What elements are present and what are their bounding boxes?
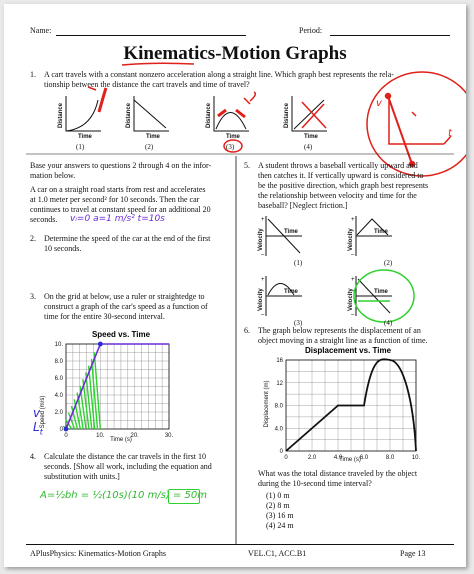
q1-text-line1: A cart travels with a constant nonzero acceleration along a straight line. Which graph best represents the rela-: [44, 70, 394, 79]
q3-number: 3.: [30, 292, 36, 301]
q1-g4-ylabel: Distance: [284, 102, 290, 128]
svg-text:–: –: [261, 312, 265, 318]
q6-choice-2[interactable]: (2) 8 m: [266, 501, 290, 510]
speed-chart-title: Speed vs. Time: [91, 330, 151, 339]
q1-option-2-label[interactable]: (2): [145, 143, 154, 151]
q1-g1-ylabel: Distance: [58, 102, 64, 128]
q2-text-line1: Determine the speed of the car at the end of the first: [44, 234, 211, 243]
disp-chart-ylabel: Displacement (m): [264, 380, 270, 428]
footer-page: Page 13: [400, 549, 426, 558]
speed-ytick: 2.0: [54, 410, 63, 416]
disp-xtick: 0: [284, 455, 288, 461]
q4-text-line3: substitution with units.]: [44, 472, 120, 481]
q5-g1-xlabel: Time: [284, 229, 298, 235]
q6-number: 6.: [244, 326, 250, 335]
svg-text:+: +: [351, 217, 355, 223]
intro-para-line3: continues to travel at constant speed for an additional 20: [30, 205, 211, 214]
svg-text:+: +: [351, 277, 355, 283]
disp-chart-title: Displacement vs. Time: [304, 346, 392, 355]
intro-handwritten-givens: vᵢ=0 a=1 m/s² t=10s: [70, 214, 165, 224]
q5-option-1-label[interactable]: (1): [294, 259, 303, 267]
svg-text:–: –: [351, 252, 355, 258]
margin-t-label: t: [448, 128, 452, 139]
q2-text-line2: 10 seconds.: [44, 244, 82, 253]
speed-ytick: 0: [59, 427, 63, 433]
q5-g2-ylabel: Velocity: [348, 228, 354, 251]
disp-ytick: 0: [279, 449, 283, 455]
period-label: Period:: [299, 26, 323, 35]
q5-g1-ylabel: Velocity: [258, 228, 264, 251]
q5-text-line3: be the positive direction, which graph best represents: [258, 181, 429, 190]
q2-number: 2.: [30, 234, 36, 243]
q5-text-line5: baseball? [Neglect friction.]: [258, 201, 348, 210]
q6-question-line2: during the 10-second time interval?: [258, 479, 372, 488]
svg-text:–: –: [351, 312, 355, 318]
q5-option-2-label[interactable]: (2): [384, 259, 393, 267]
footer-left: APlusPhysics: Kinematics-Motion Graphs: [30, 549, 166, 558]
footer-standards: VEL.C1, ACC.B1: [248, 549, 307, 558]
speed-xtick: 10.: [96, 433, 105, 439]
q5-g4-xlabel: Time: [374, 289, 388, 295]
q1-g2-ylabel: Distance: [126, 102, 132, 128]
disp-xtick: 10.: [411, 455, 421, 461]
svg-text:–: –: [261, 252, 265, 258]
q5-text-line4: the relationship between velocity and time for the: [258, 191, 417, 200]
speed-chart-xlabel: Time (s): [110, 437, 132, 443]
worksheet-page: [4, 4, 466, 567]
q4-text-line1: Calculate the distance the car travels in the first 10: [44, 452, 206, 461]
q1-option-4-label[interactable]: (4): [304, 143, 313, 151]
q5-g3-ylabel: Velocity: [258, 288, 264, 311]
q1-g2-xlabel: Time: [146, 134, 160, 140]
footer-rule: [26, 544, 454, 545]
q1-option-1-label[interactable]: (1): [76, 143, 85, 151]
q1-text-line2: tionship between the distance the cart travels and time of travel?: [44, 80, 250, 89]
disp-ytick: 8.0: [274, 403, 283, 410]
speed-ytick: 4.0: [54, 393, 63, 399]
speed-ytick: 6.0: [54, 376, 63, 382]
q5-g2-xlabel: Time: [374, 229, 388, 235]
disp-xtick: 8.0: [385, 455, 395, 461]
q6-text-line2: object moving in a straight line as a function of time.: [258, 336, 428, 345]
speed-ytick: 10.: [54, 342, 63, 348]
q6-text-line1: The graph below represents the displacement of an: [258, 326, 421, 335]
intro-line1: Base your answers to questions 2 through 4 on the infor-: [30, 161, 212, 170]
speed-xtick: 30.: [164, 433, 174, 439]
q1-g3-xlabel: Time: [226, 134, 240, 140]
intro-para-line4: seconds.: [30, 215, 58, 224]
q1-g1-xlabel: Time: [78, 134, 92, 140]
q3-text-line3: time for the entire 30-second interval.: [44, 312, 165, 321]
intro-para-line2: at 1.0 meter per second² for 10 seconds. Then the car: [30, 195, 200, 204]
q5-g4-ylabel: Velocity: [348, 288, 354, 311]
disp-xtick: 2.0: [307, 455, 317, 461]
speed-xtick: 0: [64, 433, 68, 439]
q1-option-3-label[interactable]: (3): [226, 143, 235, 151]
svg-text:+: +: [261, 277, 265, 283]
margin-v-t-note: v $L_t$: [33, 406, 43, 437]
q4-text-line2: seconds. [Show all work, including the equation and: [44, 462, 212, 471]
q6-choice-1[interactable]: (1) 0 m: [266, 491, 290, 500]
displacement-time-chart[interactable]: [4, 4, 466, 567]
q4-handwritten-answer: A=½bh = ½(10s)(10 m/s) = 50m: [40, 490, 207, 501]
disp-xtick: 6.0: [359, 455, 369, 461]
disp-ytick: 12: [276, 380, 283, 387]
q5-option-3-label[interactable]: (3): [294, 319, 303, 327]
q5-option-4-label[interactable]: (4): [384, 319, 393, 327]
name-label: Name:: [30, 26, 52, 35]
q6-choice-4[interactable]: (4) 24 m: [266, 521, 294, 530]
q1-g3-ylabel: Distance: [206, 102, 212, 128]
q5-g3-xlabel: Time: [284, 289, 298, 295]
speed-ytick: 8.0: [54, 359, 63, 365]
intro-para-line1: A car on a straight road starts from rest and accelerates: [30, 185, 206, 194]
margin-v-label: v: [376, 98, 382, 109]
disp-ytick: 16: [276, 358, 283, 364]
q3-text-line1: On the grid at below, use a ruler or straightedge to: [44, 292, 205, 301]
q6-choice-3[interactable]: (3) 16 m: [266, 511, 294, 520]
q5-number: 5.: [244, 161, 250, 170]
speed-xtick: 20.: [130, 433, 139, 439]
disp-chart-xlabel: Time (s): [339, 457, 361, 463]
q1-g4-xlabel: Time: [304, 134, 318, 140]
q1-number: 1.: [30, 70, 36, 79]
q4-number: 4.: [30, 452, 36, 461]
disp-xtick: 4.0: [333, 455, 343, 461]
intro-line2: mation below.: [30, 171, 76, 180]
q3-text-line2: construct a graph of the car's speed as a function of: [44, 302, 208, 311]
speed-chart-ylabel: Speed (m/s): [40, 395, 46, 429]
q5-text-line2: then catches it. If vertically upward is considered to: [258, 171, 424, 180]
page-title: Kinematics-Motion Graphs: [123, 43, 347, 64]
svg-text:+: +: [261, 217, 265, 223]
q6-question-line1: What was the total distance traveled by the object: [258, 469, 418, 478]
disp-ytick: 4.0: [274, 426, 283, 433]
q5-text-line1: A student throws a baseball vertically upward and: [258, 161, 418, 170]
